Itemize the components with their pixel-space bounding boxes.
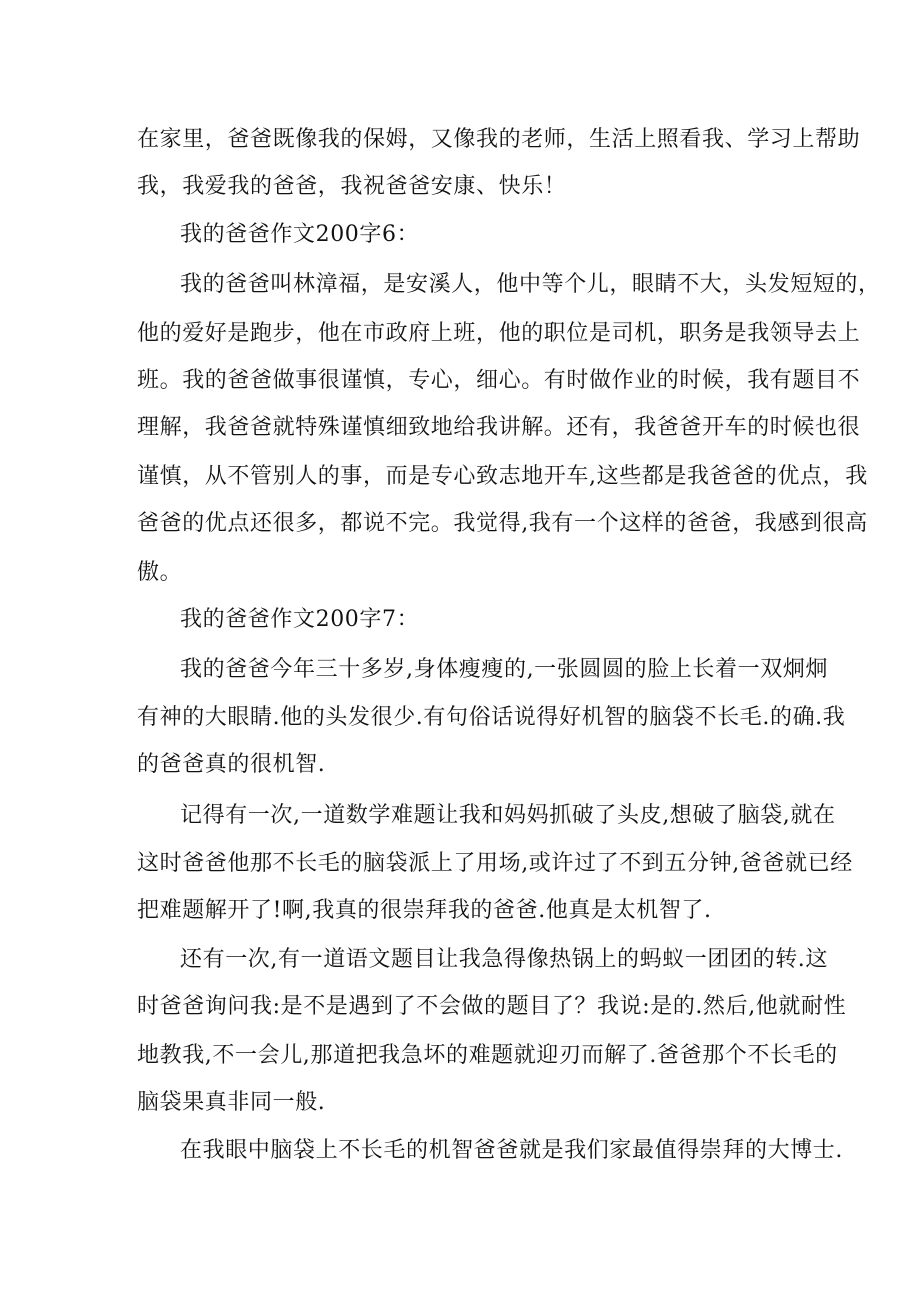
text-line: 理解，我爸爸就特殊谨慎细致地给我讲解。还有，我爸爸开车的时候也很 [137, 415, 861, 440]
text-line: 我的爸爸今年三十多岁,身体瘦瘦的,一张圆圆的脸上长着一双炯炯 [180, 657, 828, 682]
text-line: 在家里，爸爸既像我的保姆，又像我的老师，生活上照看我、学习上帮助 [137, 127, 861, 152]
text-line: 我，我爱我的爸爸，我祝爸爸安康、快乐！ [137, 174, 567, 199]
text-line: 记得有一次,一道数学难题让我和妈妈抓破了头皮,想破了脑袋,就在 [180, 803, 836, 828]
text-line: 爸爸的优点还很多，都说不完。我觉得,我有一个这样的爸爸，我感到很高 [137, 511, 868, 536]
section-heading: 我的爸爸作文200字7： [180, 607, 420, 632]
text-line: 脑袋果真非同一般. [137, 1090, 326, 1115]
text-line: 班。我的爸爸做事很谨慎，专心，细心。有时做作业的时候，我有题目不 [137, 368, 861, 393]
text-line: 还有一次,有一道语文题目让我急得像热锅上的蚂蚁一团团的转.这 [180, 947, 828, 972]
text-line: 的爸爸真的很机智. [137, 752, 326, 777]
text-line: 把难题解开了!啊,我真的很崇拜我的爸爸.他真是太机智了. [137, 898, 712, 923]
text-line: 这时爸爸他那不长毛的脑袋派上了用场,或许过了不到五分钟,爸爸就已经 [137, 851, 853, 876]
text-line: 傲。 [137, 560, 183, 585]
text-line: 谨慎，从不管别人的事，而是专心致志地开车,这些都是我爸爸的优点，我 [137, 464, 868, 489]
text-line: 我的爸爸叫林漳福，是安溪人，他中等个儿，眼睛不大，头发短短的， [180, 272, 881, 297]
text-line: 时爸爸询问我:是不是遇到了不会做的题目了？我说:是的.然后,他就耐性 [137, 994, 847, 1019]
text-line: 他的爱好是跑步，他在市政府上班，他的职位是司机，职务是我领导去上 [137, 321, 861, 346]
text-line: 在我眼中脑袋上不长毛的机智爸爸就是我们家最值得崇拜的大博士. [180, 1138, 843, 1163]
section-heading: 我的爸爸作文200字6： [180, 222, 420, 247]
text-line: 有神的大眼睛.他的头发很少.有句俗话说得好机智的脑袋不长毛.的确.我 [137, 705, 846, 730]
text-line: 地教我,不一会儿,那道把我急坏的难题就迎刃而解了.爸爸那个不长毛的 [137, 1043, 838, 1068]
